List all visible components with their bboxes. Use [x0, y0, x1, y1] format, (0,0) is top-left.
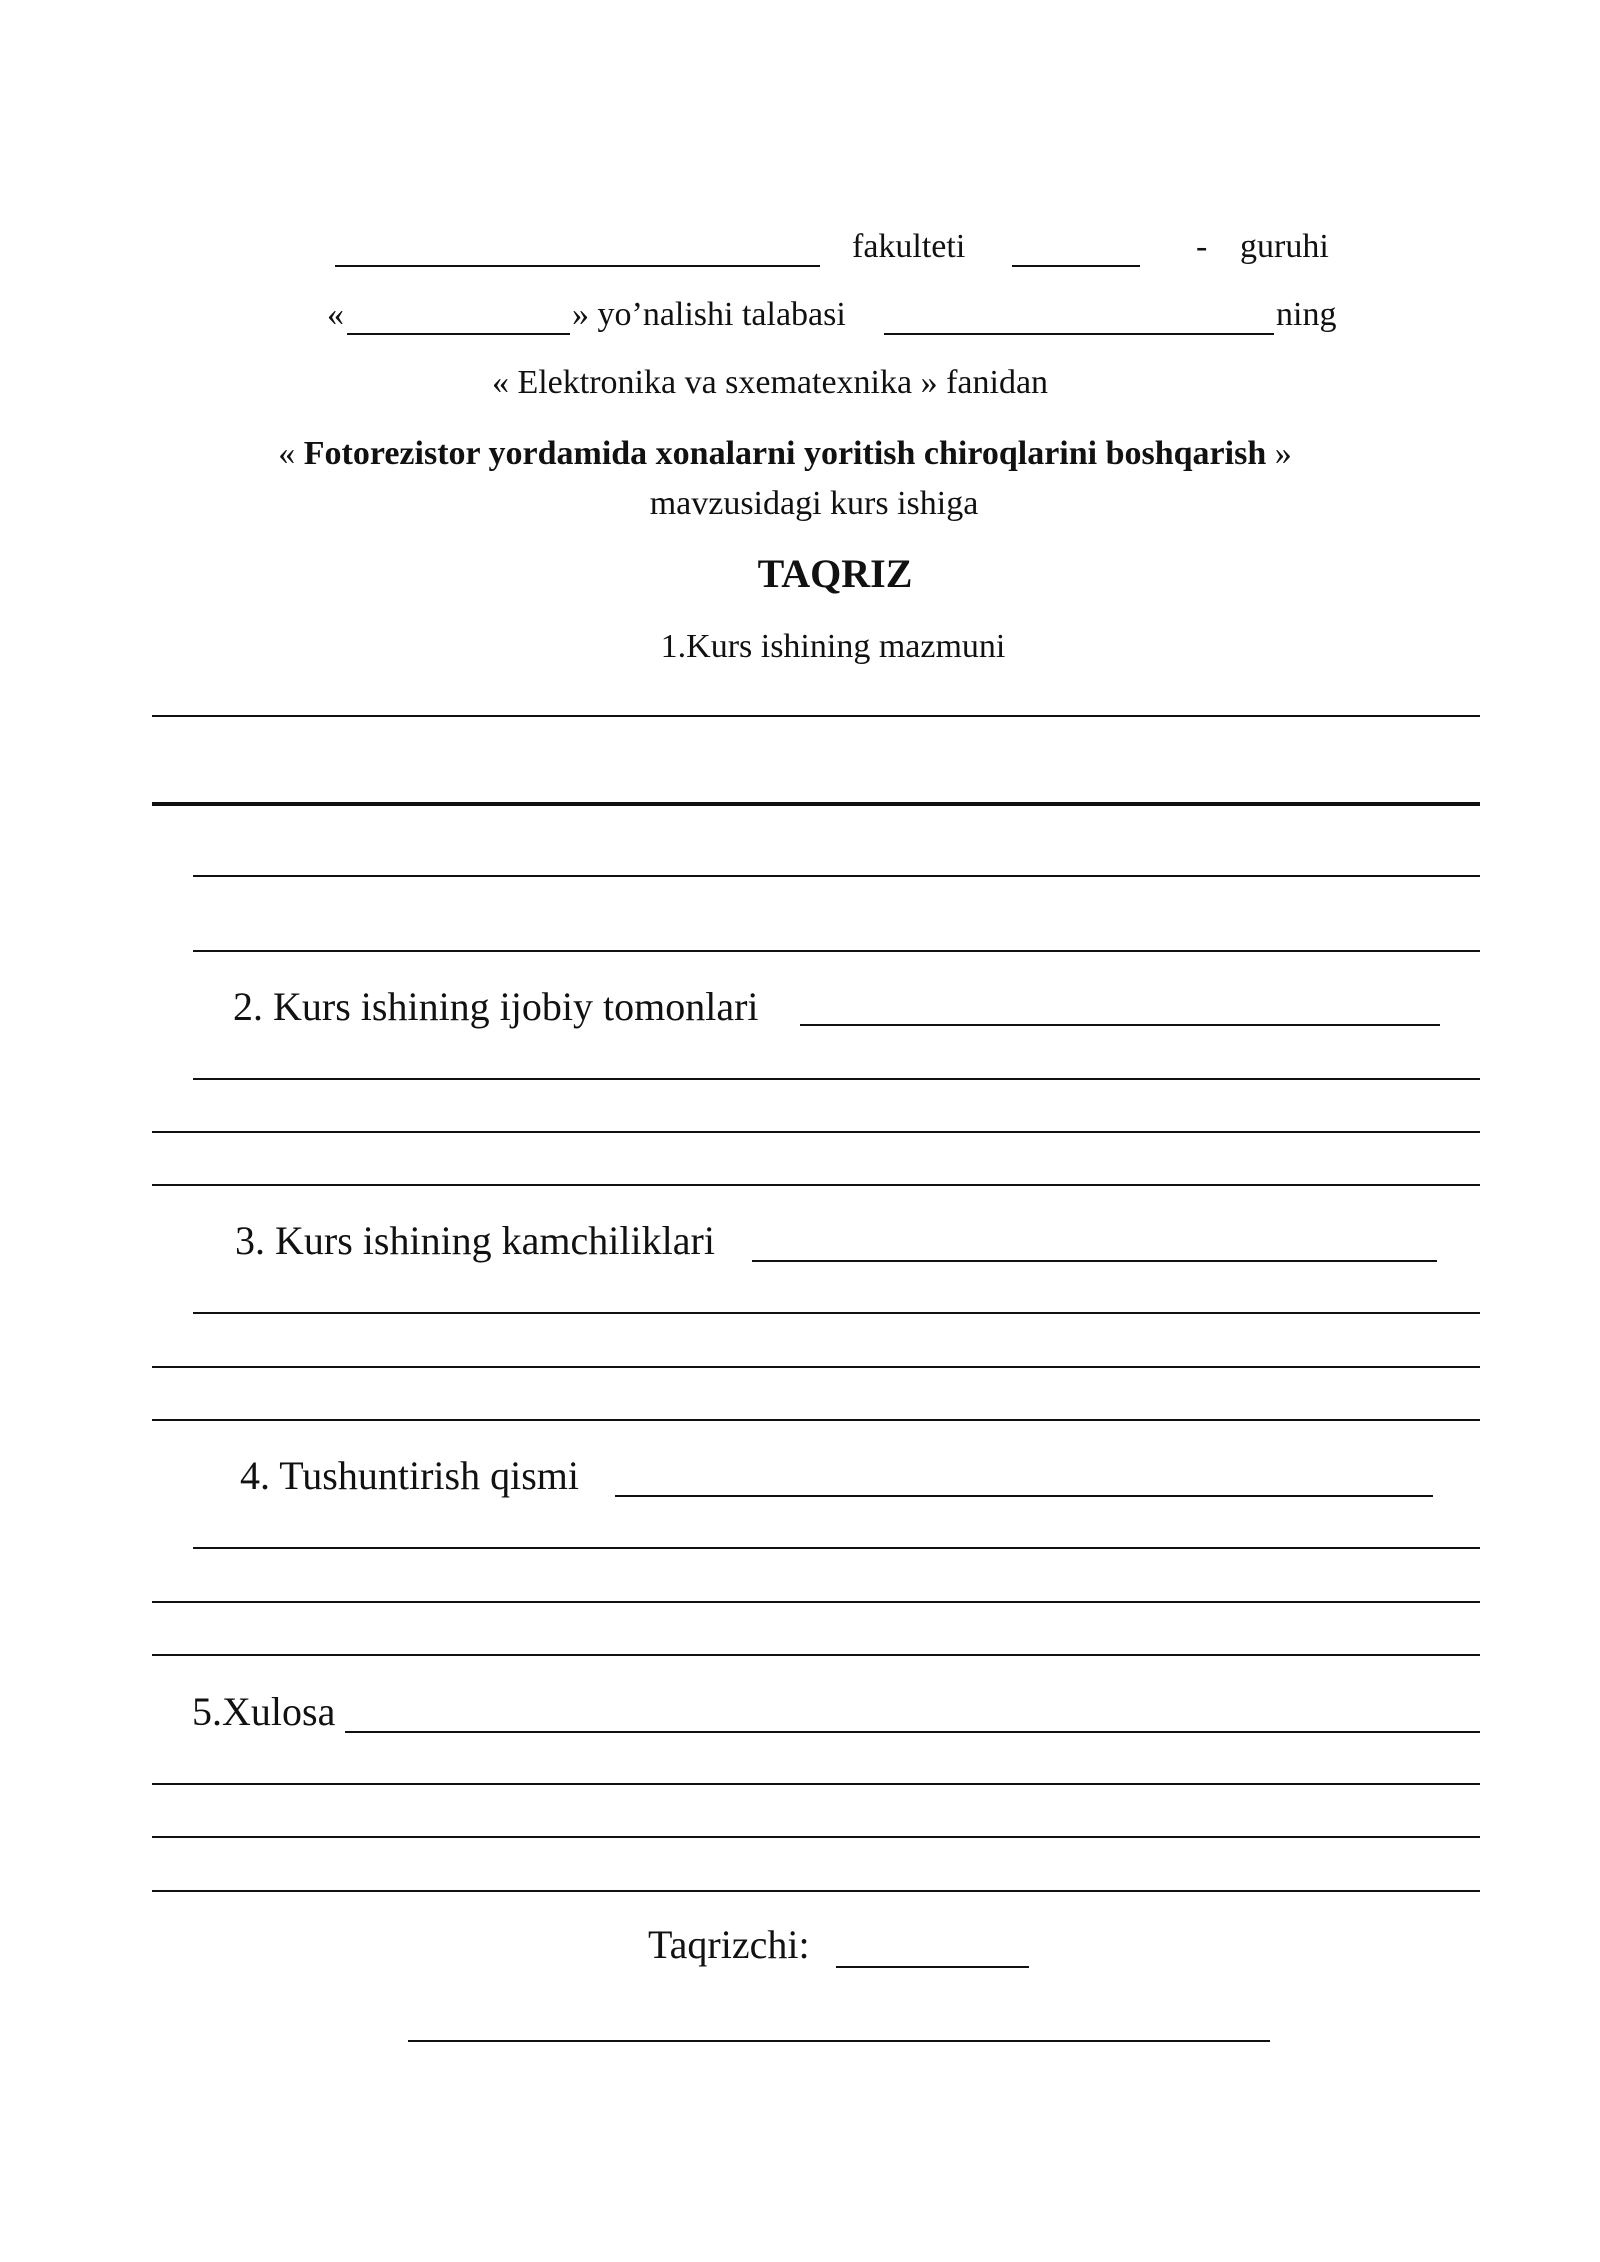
topic-quote-open: «	[278, 435, 296, 472]
reviewer-name-blank	[836, 1966, 1029, 1968]
ning-suffix: ning	[1276, 296, 1337, 333]
student-name-blank	[884, 333, 1274, 335]
reviewer-label: Taqrizchi:	[648, 1922, 810, 1967]
topic-suffix: mavzusidagi kurs ishiga	[649, 485, 979, 522]
subject-line: « Elektronika va sxematexnika » fanidan	[491, 364, 1049, 401]
section-1-label: 1.Kurs ishining mazmuni	[660, 628, 1006, 665]
faculty-blank	[335, 265, 820, 267]
section-2-label: 2. Kurs ishining ijobiy tomonlari	[233, 984, 759, 1029]
answer-line	[152, 1131, 1480, 1133]
section-4-label: 4. Tushuntirish qismi	[240, 1453, 580, 1498]
topic-quote-close: »	[1274, 435, 1292, 472]
section-5-label: 5.Xulosa	[192, 1689, 336, 1734]
answer-line	[152, 802, 1480, 806]
answer-line	[152, 1890, 1480, 1892]
faculty-label: fakulteti	[852, 228, 966, 265]
reviewer-signature-line	[408, 2040, 1270, 2042]
topic-title: Fotorezistor yordamida xonalarni yoritish chiroqlarini boshqarish	[303, 435, 1267, 472]
group-label: guruhi	[1240, 228, 1329, 265]
section-2-inline-blank	[800, 1024, 1440, 1026]
answer-line	[152, 1419, 1480, 1421]
answer-line	[152, 1366, 1480, 1368]
answer-line	[152, 1654, 1480, 1656]
section-3-inline-blank	[752, 1260, 1437, 1262]
answer-line	[193, 1547, 1480, 1549]
answer-line	[152, 1836, 1480, 1838]
answer-line	[152, 1783, 1480, 1785]
topic-line	[0, 435, 1585, 473]
answer-line	[152, 1184, 1480, 1186]
document-title: TAQRIZ	[757, 551, 913, 596]
section-4-inline-blank	[615, 1495, 1433, 1497]
answer-line	[193, 950, 1480, 952]
group-blank	[1012, 265, 1140, 267]
direction-label: » yo’nalishi talabasi	[572, 296, 846, 333]
answer-line	[193, 1312, 1480, 1314]
answer-line	[152, 1601, 1480, 1603]
direction-blank	[347, 333, 570, 335]
group-dash: -	[1196, 228, 1208, 265]
section-5-inline-blank	[345, 1731, 1480, 1733]
direction-quote-open: «	[327, 296, 344, 333]
answer-line	[193, 875, 1480, 877]
section-3-label: 3. Kurs ishining kamchiliklari	[235, 1218, 715, 1263]
answer-line	[193, 1078, 1480, 1080]
answer-line	[152, 715, 1480, 717]
